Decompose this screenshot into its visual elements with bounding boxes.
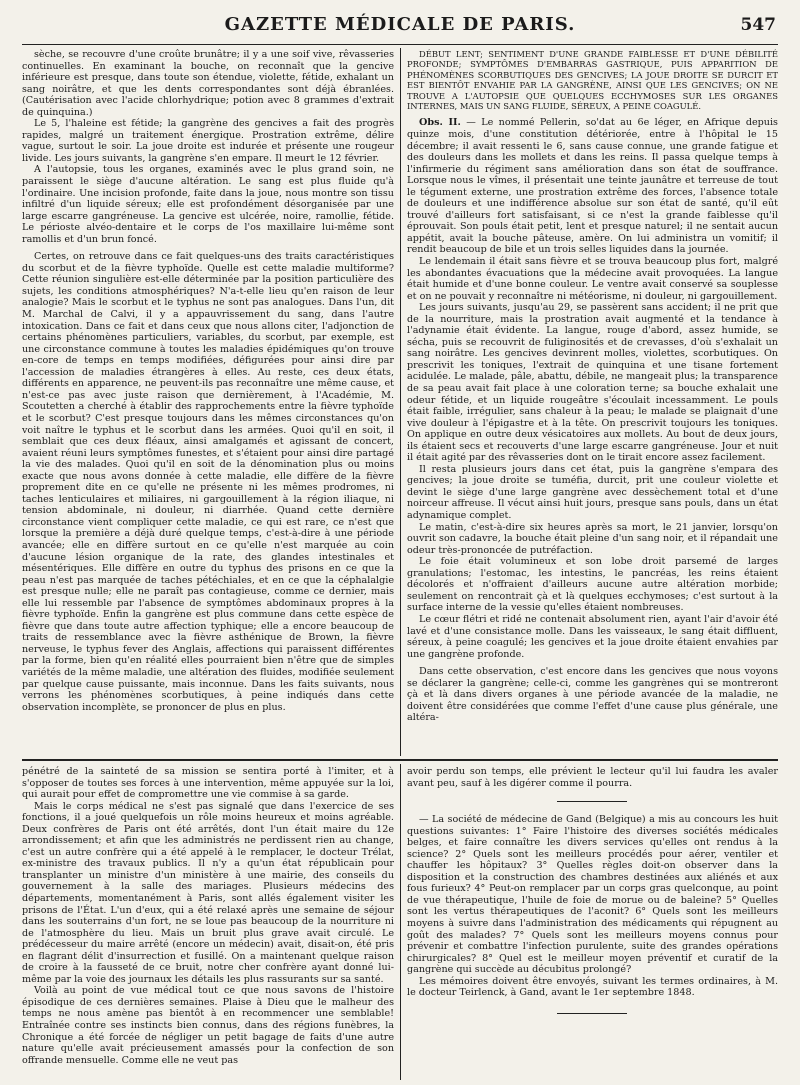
bottom-right-column <box>407 766 778 1078</box>
society-notice: — La société de médecine de Gand (Belgique) a mis au concours les huit questions suivantes: 1° Faire l'histoire des diverses sociétés médicales belges, et faire connaître les divers services qu'elles ont rendus à la science? 2° Quels sont les meilleurs procédés pour aérer, ventiler et chauffer les hôpitaux? 3° Quelles règles doit-on observer dans la disposition et la construction des chambres destinées aux aliénés et aux fous furieux? 4° Peut-on remplacer par un corps gras quelconque, au point de vue thérapeutique, l'huile de foie de morue ou de baleine? 5° Quelles sont les vertus thérapeutiques de l'aconit? 6° Quels sont les meilleurs moyens à suivre dans l'administration des médicaments qui répugnent au goût des malades? 7° Quels sont les meilleurs moyens connus pour prévenir et combattre l'infection purulente, suite des grandes opérations chirurgicales? 8° Quel est le meilleur moyen préventif et curatif de la gangrène qui succède au décubitus prolongé? <box>407 814 778 976</box>
autopsy-paragraph: Le foie était volumineux et son lobe droit parsemé de larges granulations; l'estomac, les intestins, le pancréas, les reins étaient décolorés et n'offraient d'ailleurs aucune autre altération morbide; seulement on rencontrait çà et là quelques ecchymoses; c'est surtout à la surface interne de la vessie qu'elles étaient nombreuses. <box>407 556 778 614</box>
right-column-top <box>407 49 778 752</box>
short-rule <box>557 801 627 802</box>
case-paragraph: Le 5, l'haleine est fétide; la gangrène des gencives a fait des progrès rapides, malgré un traitement énergique. Prostration extrême, délire vague, surtout le soir. La joue droite est indurée et présente une rougeur livide. Les jours suivants, la gangrène s'en empare. Il meurt le 12 février. <box>22 118 394 164</box>
journal-title: GAZETTE MÉDICALE DE PARIS. <box>224 14 576 35</box>
case-paragraph: Les jours suivants, jusqu'au 29, se passèrent sans accident; il ne prit que de la nourriture, mais la prostration avait augmenté et la tendance à l'adynamie était évidente. La langue, rouge d'abord, assez humide, se sécha, puis se recouvrit de fuliginosités et de crevasses, d'où s'exhalait un sang noirâtre. Les gencives devinrent molles, violettes, scorbutiques. On prescrivit les toniques, l'extrait de quinquina et une tisane fortement acidulée. Le malade, pâle, abattu, débile, ne mangeait plus; la transparence de sa peau avait fait place à une coloration terne; sa bouche exhalait une odeur fétide, et un liquide rougeâtre s'écoulait incessamment. Le pouls était faible, irrégulier, sans chaleur à la peau; le malade se plaignait d'une vive douleur à l'épigastre et à la tête. On prescrivit toujours les toniques. On applique en outre deux vésicatoires aux mollets. Au bout de deux jours, ils étaient secs et recouverts d'une large escarre gangréneuse. Jour et nuit il était agité par des rêvasseries dont on le tirait encore assez facilement. <box>407 302 778 464</box>
observation-summary: DÉBUT LENT; SENTIMENT D'UNE GRANDE FAIBLESSE ET D'UNE DÉBILITÉ PROFONDE; SYMPTÔMES D'EMBARRAS GASTRIQUE, PUIS APPARITION DE PHÉNOMÈNES SCORBUTIQUES DES GENCIVES; LA JOUE DROITE SE DURCIT ET EST BIENTÔT ENVAHIE PAR LA GANGRÈNE, AINSI QUE LES GENCIVES; ON NE TROUVE A L'AUTOPSIE QUE QUELQUES ECCHYMOSES SUR LES ORGANES INTERNES, MAIS UN SANG FLUIDE, SÉREUX, A PEINE COAGULÉ. <box>407 49 778 112</box>
chronicle-paragraph: Mais le corps médical ne s'est pas signalé que dans l'exercice de ses fonctions, il a joué quelquefois un rôle moins heureux et moins agréable. Deux confrères de Paris ont été arrêtés, dont l'un était maire du 12e arrondissement; et afin que les administrés ne perdissent rien au change, c'est un autre confrère qui a été appelé à le remplacer, le docteur Trélat, ex-ministre des travaux publics. Il n'y a qu'un état républicain pour transplanter un ministre d'un ministère à une mairie, des conseils du gouvernement à la salle des mariages. Plusieurs médecins des départements, momentanément à Paris, sont allés également visiter les prisons de l'État. L'un d'eux, qui a été relaxé après une semaine de séjour dans les souterrains d'un fort, ne se loue pas beaucoup de la nourriture ni de l'atmosphère du lieu. Mais un bruit plus grave avait circulé. Le prédécesseur du maire arrêté (encore un médecin) avait, disait-on, été pris en flagrant délit d'insurrection et fusillé. On a maintenant quelque raison de croire à la fausseté de ce bruit, notre cher confrère ayant donné lui-même par la voie des journaux les détails les plus rassurants sur sa santé. <box>22 800 394 985</box>
bottom-left-column <box>22 766 394 1078</box>
autopsy-paragraph: Le cœur flétri et ridé ne contenait absolument rien, ayant l'air d'avoir été lavé et d'une consistance molle. Dans les vaisseaux, le sang était diffluent, séreux, à peine coagulé; les gencives et la joue droite étaient envahies par une gangrène profonde. <box>407 613 778 660</box>
discussion-paragraph: Dans cette observation, c'est encore dans les gencives que nous voyons se déclarer la gangrène; celle-ci, comme les gangrènes qui se montreront çà et là dans divers organes à une période avancée de la maladie, ne doivent être considérées que comme l'effet d'une cause plus générale, une altéra- <box>407 666 778 724</box>
case-paragraph: sèche, se recouvre d'une croûte brunâtre; il y a une soif vive, rêvasseries continuelles. En examinant la bouche, on reconnaît que la gencive inférieure est presque, dans toute son étendue, violette, fétide, exhalant un sang noirâtre, et que les dents correspondantes sont déjà ébranlées. (Cautérisation avec l'acide chlorhydrique; potion avec 8 grammes d'extrait de quinquina.) <box>22 49 394 118</box>
header-rule <box>22 44 778 45</box>
column-divider-bottom <box>400 764 401 1080</box>
chronicle-paragraph: Voilà au point de vue médical tout ce que nous savons de l'histoire épisodique de ces dernières semaines. Plaise à Dieu que le malheur des temps ne nous amène pas bientôt à en recommencer une semblable! Entraînée contre ses instincts bien connus, dans des régions funèbres, la Chronique a été forcée de négliger un petit bagage de faits d'une autre nature qu'elle avait précieusement amassés pour la confection de son offrande mensuelle. Comme elle ne veut pas <box>22 985 394 1066</box>
section-rule <box>22 759 778 761</box>
society-notice: Les mémoires doivent être envoyés, suivant les termes ordinaires, à M. le docteur Teirlenck, à Gand, avant le 1er septembre 1848. <box>407 975 778 999</box>
observation-text: — Le nommé Pellerin, so'dat au 6e léger, en Afrique depuis quinze mois, d'une constitution détériorée, entre à l'hôpital le 15 décembre; il avait ressenti le 6, sans cause connue, une grande fatigue et des douleurs dans les mollets et dans les reins. Il passa quelque temps à l'infirmerie du régiment sans amélioration dans son état de souffrance. Lorsque nous le vîmes, il présentait une teinte jaunâtre et terreuse de tout le tégument externe, une prostration extrême des forces, l'absence totale de douleurs et une indifférence absolue sur son état de santé, qu'il eût trouvé d'ailleurs fort satisfaisant, si ce n'est la grande faiblesse qu'il éprouvait. Son pouls était petit, lent et presque naturel; il ne sentait aucun appétit, avait la bouche pâteuse, amère. On lui administra un vomitif; il rendit beaucoup de bile et un trois selles liquides dans la journée. <box>407 117 778 256</box>
observation-label: Obs. II. <box>419 117 461 129</box>
autopsy-paragraph: Le matin, c'est-à-dire six heures après sa mort, le 21 janvier, lorsqu'on ouvrit son cadavre, la bouche était pleine d'un sang noir, et il répandait une odeur très-prononcée de putréfaction. <box>407 521 778 556</box>
case-paragraph: Il resta plusieurs jours dans cet état, puis la gangrène s'empara des gencives; la joue droite se tuméfia, durcit, prit une couleur violette et devint le siège d'une large gangrène avec dessèchement total et d'une noirceur affreuse. Il vécut ainsi huit jours, presque sans pouls, dans un état adynamique complet. <box>407 463 778 522</box>
case-paragraph: Le lendemain il était sans fièvre et se trouva beaucoup plus fort, malgré les abondantes évacuations que la médecine avait provoquées. La langue était humide et d'une bonne couleur. Le ventre avait conservé sa souplesse et on ne pouvait y reconnaître ni météorisme, ni douleur, ni gargouillement. <box>407 256 778 302</box>
column-divider-top <box>400 48 401 756</box>
discussion-paragraph: Certes, on retrouve dans ce fait quelques-uns des traits caractéristiques du scorbut et de la fièvre typhoïde. Quelle est cette maladie multiforme? Cette réunion singulière est-elle déterminée par la position particulière des sujets, les conditions atmosphériques? N'a-t-elle lieu qu'en raison de leur analogie? Mais le scorbut et le typhus ne sont pas analogues. Dans l'un, dit M. Marchal de Calvi, il y a appauvrissement du sang, dans l'autre intoxication. Dans ce fait et dans ceux que nous allons citer, l'adjonction de certains phénomènes particuliers, variables, du scorbut, par exemple, est une circonstance commune à toutes les maladies épidémiques qu'on trouve en-core de temps en temps modifiées, défigurées pour ainsi dire par l'accession de maladies étrangères à elles. Au reste, ces deux états, différents en apparence, ne peuvent-ils pas reconnaître une même cause, et n'est-ce pas avec juste raison que dernièrement, à l'Académie, M. Scoutetten a cherché à établir des rapprochements entre la fièvre typhoïde et le scorbut? C'est presque toujours dans les mêmes circonstances qu'on voit naître le typhus et le scorbut dans les armées. Quoi qu'il en soit, il semblait que ces deux fléaux, ainsi amalgamés et agissant de concert, avaient réuni leurs symptômes funestes, et s'étaient pour ainsi dire partagé la vie des malades. Quoi qu'il en soit de la dénomination plus ou moins exacte que nous avons donnée à cette maladie, elle diffère de la fièvre proprement dite en ce qu'elle ne présente ni les mêmes prodromes, ni taches lenticulaires et miliaires, ni gargouillement à la région iliaque, ni tension abdominale, ni douleur, ni diarrhée. Quand cette dernière circonstance vient compliquer cette maladie, ce qui est rare, ce n'est que lorsque la première a déjà duré quelque temps, c'est-à-dire à une période avancée; elle en diffère surtout en ce qu'elle n'est marquée au coin d'aucune lésion organique de la rate, des glandes intestinales et mésentériques. Elle diffère en outre du typhus des prisons en ce que la peau n'est pas marquée de taches pétéchiales, et en ce que la céphalalgie est presque nulle; elle ne paraît pas contagieuse, comme ce dernier, mais elle lui ressemble par l'absence de symptômes abdominaux propres à la fièvre typhoïde. Enfin la gangrène est plus commune dans cette espèce de fièvre que dans toute autre affection typhique; elle a encore beaucoup de traits de ressemblance avec la fièvre asthénique de Brown, la fièvre nerveuse, le typhus fever des Anglais, affections qui paraissent différentes par la forme, bien qu'en réalité elles pourraient bien n'être que de simples variétés de la même maladie, une altération des fluides, modifiée seulement par quelque cause puissante, mais inconnue. Dans les faits suivants, nous verrons les phénomènes scorbutiques, à peine indiqués dans cette observation incomplète, se prononcer de plus en plus. <box>22 251 394 713</box>
short-rule <box>557 1013 627 1014</box>
autopsy-paragraph: A l'autopsie, tous les organes, examinés avec le plus grand soin, ne paraissent le siège d'aucune altération. Le sang est plus fluide qu'à l'ordinaire. Une incision profonde, faite dans la joue, nous montre son tissu infiltré d'un liquide séreux; elle est profondément désorganisée par une large escarre gangréneuse. La gencive est ulcérée, noire, ramollie, fétide. Le périoste alvéo-dentaire et le corps de l'os maxillaire lui-même sont ramollis et d'un brun foncé. <box>22 164 394 245</box>
left-column-top <box>22 49 394 752</box>
chronicle-paragraph: pénétré de la sainteté de sa mission se sentira porté à l'imiter, et à s'opposer de toutes ses forces à une intervention, même appuyée sur la loi, qui aurait pour effet de compromettre une vie commise à sa garde. <box>22 766 394 801</box>
page-number: 547 <box>740 15 776 35</box>
page-header <box>22 14 778 40</box>
chronicle-paragraph: avoir perdu son temps, elle prévient le lecteur qu'il lui faudra les avaler avant peu, sauf à les digérer comme il pourra. <box>407 766 778 789</box>
